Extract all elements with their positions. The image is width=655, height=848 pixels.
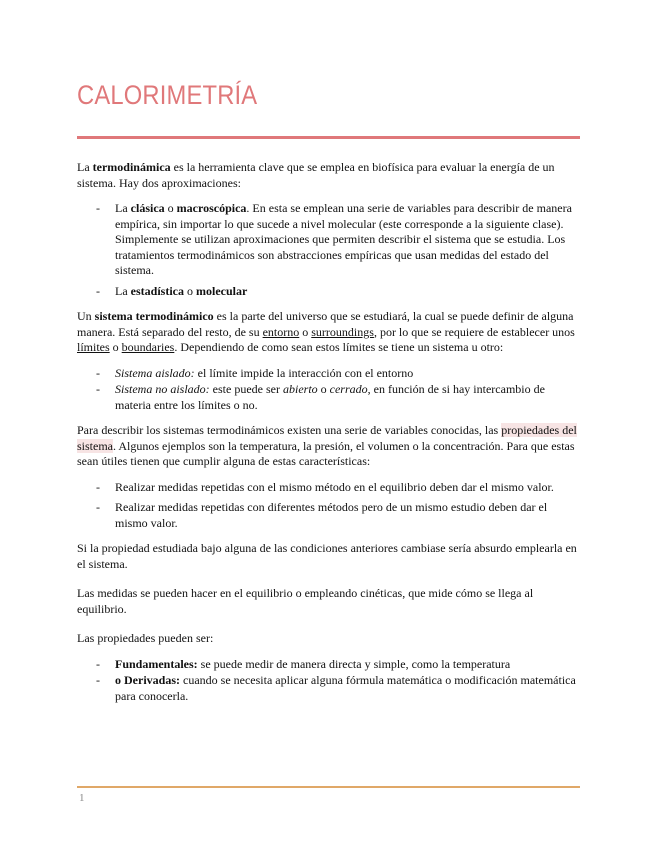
document-body xyxy=(77,160,580,714)
list-item xyxy=(77,284,580,300)
bold-term-termodinamica: termodinámica xyxy=(92,160,171,174)
text-run: La xyxy=(115,201,131,215)
properties-intro xyxy=(77,631,580,647)
intro-paragraph xyxy=(77,160,580,191)
text-run: o xyxy=(317,382,330,396)
italic-term: Sistema aislado: xyxy=(115,365,195,380)
underlined-term: boundaries xyxy=(121,340,175,354)
bullet-dash: - xyxy=(96,201,100,215)
page-number: 1 xyxy=(79,792,85,804)
bold-term: o Derivadas: xyxy=(115,673,180,687)
absurd-paragraph xyxy=(77,541,580,572)
properties-paragraph xyxy=(77,423,580,470)
bullet-dash: - xyxy=(96,365,100,380)
underlined-term: surroundings xyxy=(311,324,374,339)
text-run: cuando se necesita aplicar alguna fórmula matemática o modificación matemática para conocerla. xyxy=(115,673,576,703)
text-run: . Dependiendo de como sean estos límites se tiene un sistema u otro: xyxy=(174,340,504,354)
text-run: Para describir los sistemas termodinámicos existen una serie de variables conocidas, las xyxy=(77,423,502,437)
text-run: . En esta se emplean una serie de variables para describir de manera empírica, sin importar lo que sucede a nivel molecular (este corresponde a la siguiente clase). Simplemente se utilizan aproximaciones que permiten describir el sistema que se estudia. Los tratamientos termodinámicos son abstracciones empíricas que usan medidas del estado del sistema. xyxy=(115,201,572,277)
bullet-dash: - xyxy=(96,382,100,396)
text-run: Realizar medidas repetidas con el mismo método en el equilibrio deben dar el mismo valor. xyxy=(115,479,554,494)
bold-term: molecular xyxy=(195,283,248,298)
footer-divider xyxy=(77,786,580,788)
bullet-dash: - xyxy=(96,673,100,687)
italic-term: abierto xyxy=(282,382,318,396)
text-run: o xyxy=(299,324,312,339)
approaches-list xyxy=(77,201,580,299)
text-run: Las medidas se pueden hacer en el equilibrio o empleando cinéticas, que mide cómo se llega al equilibrio. xyxy=(77,586,534,616)
list-item xyxy=(77,201,580,279)
measures-paragraph xyxy=(77,586,580,617)
text-run: o xyxy=(183,283,196,298)
list-item xyxy=(77,366,580,382)
bullet-dash: - xyxy=(96,656,100,671)
text-run: La xyxy=(77,160,93,174)
text-run: el límite impide la interacción con el entorno xyxy=(194,365,414,380)
list-item xyxy=(77,382,580,413)
text-run: , en función de si hay intercambio de materia entre los límites o no. xyxy=(115,382,545,412)
bold-term: macroscópica xyxy=(176,201,247,215)
text-run: o xyxy=(164,201,177,215)
text-run: Realizar medidas repetidas con diferentes métodos pero de un mismo estudio deben dar el mismo valor. xyxy=(115,500,548,530)
text-run: Un xyxy=(77,309,95,323)
property-kinds-list xyxy=(77,657,580,705)
italic-term: Sistema no aislado: xyxy=(115,382,210,396)
text-run: es la herramienta clave que se emplea en biofísica para evaluar la energía de un sistema. Hay dos aproximaciones: xyxy=(77,160,555,190)
text-run: . Algunos ejemplos son la temperatura, la presión, el volumen o la concentración. Para que estas sean útiles tienen que cumplir alguna de estas características: xyxy=(77,438,575,468)
list-item xyxy=(77,657,580,673)
bullet-dash: - xyxy=(96,283,100,298)
list-item xyxy=(77,500,580,531)
list-item xyxy=(77,673,580,704)
page-title: CALORIMETRÍA xyxy=(77,80,258,110)
bullet-dash: - xyxy=(96,479,100,494)
bold-term: estadística xyxy=(130,283,184,298)
underlined-term: límites xyxy=(77,340,110,354)
text-run: o xyxy=(109,340,122,354)
text-run: Si la propiedad estudiada bajo alguna de las condiciones anteriores cambiase sería absurdo emplearla en el sistema. xyxy=(77,541,577,571)
system-types-list xyxy=(77,366,580,414)
text-run: es la parte del universo que se estudiará, la cual se puede definir de alguna manera. Está separado del resto, de su xyxy=(77,309,574,339)
characteristics-list xyxy=(77,480,580,532)
title-divider xyxy=(77,136,580,139)
text-run: , por lo que se requiere de establecer unos xyxy=(373,324,575,339)
underlined-term: entorno xyxy=(262,324,300,339)
bold-term: sistema termodinámico xyxy=(94,309,214,323)
text-run: se puede medir de manera directa y simple, como la temperatura xyxy=(197,656,511,671)
bold-term: clásica xyxy=(130,201,165,215)
list-item xyxy=(77,480,580,496)
text-run: La xyxy=(115,283,131,298)
system-paragraph xyxy=(77,309,580,356)
highlighted-term: propiedades del sistema xyxy=(77,423,577,453)
text-run: este puede ser xyxy=(209,382,283,396)
bold-term: Fundamentales: xyxy=(115,656,198,671)
italic-term: cerrado xyxy=(329,382,368,396)
text-run: Las propiedades pueden ser: xyxy=(77,631,214,645)
bullet-dash: - xyxy=(96,500,100,514)
